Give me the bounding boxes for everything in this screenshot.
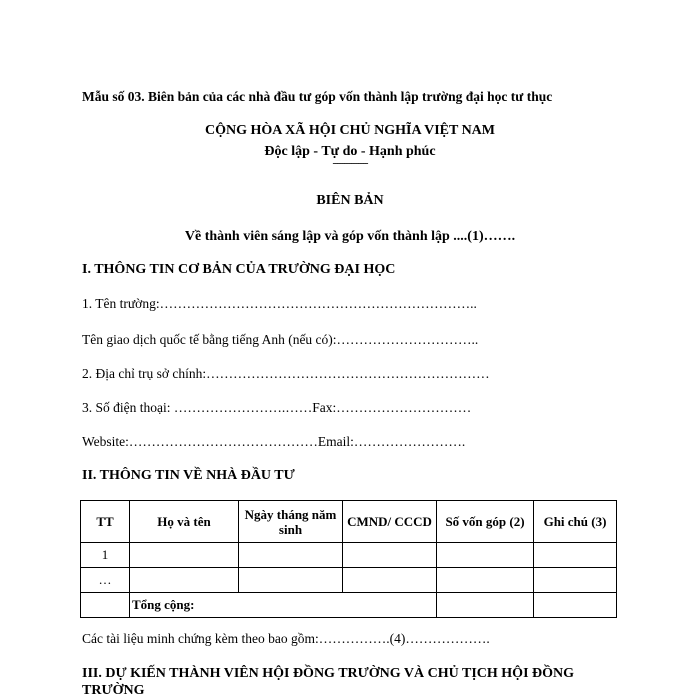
- national-header-motto: Độc lập - Tự do - Hạnh phúc: [264, 144, 436, 159]
- table-cell: [81, 593, 130, 618]
- section-3-heading-line-2: TRƯỜNG: [82, 683, 145, 698]
- phone-fax-field: 3. Số điện thoại: …………………….……Fax:…………………………: [82, 400, 472, 415]
- national-header-divider: ---------------: [332, 158, 368, 169]
- table-row: [81, 568, 617, 593]
- table-cell: [534, 543, 617, 568]
- table-row: [81, 543, 617, 568]
- table-cell: [437, 568, 534, 593]
- school-name-field: 1. Tên trường:……………………………………………………………..: [82, 296, 477, 311]
- section-1-heading: I. THÔNG TIN CƠ BẢN CỦA TRƯỜNG ĐẠI HỌC: [82, 262, 396, 277]
- website-email-field: Website:……………………………………Email:…………………….: [82, 434, 466, 449]
- document-title: BIÊN BẢN: [316, 193, 384, 208]
- table-cell: [437, 543, 534, 568]
- column-header-full-name: Họ và tên: [130, 501, 239, 543]
- table-cell: [534, 568, 617, 593]
- address-field: 2. Địa chỉ trụ sở chính:………………………………………………………: [82, 366, 490, 381]
- column-header-capital: Số vốn góp (2): [437, 501, 534, 543]
- table-cell: [534, 593, 617, 618]
- column-header-id-card: CMND/ CCCD: [343, 501, 437, 543]
- form-title: Mẫu số 03. Biên bản của các nhà đầu tư góp vốn thành lập trường đại học tư thục: [82, 89, 553, 104]
- supporting-documents-field: Các tài liệu minh chứng kèm theo bao gồm:…………….(4)……………….: [82, 631, 490, 646]
- section-3-heading-line-1: III. DỰ KIẾN THÀNH VIÊN HỘI ĐỒNG TRƯỜNG VÀ CHỦ TỊCH HỘI ĐỒNG: [82, 666, 575, 681]
- table-cell: [130, 568, 239, 593]
- national-header-country: CỘNG HÒA XÃ HỘI CHỦ NGHĨA VIỆT NAM: [204, 123, 495, 138]
- total-label: Tổng cộng:: [130, 593, 343, 618]
- table-cell: …: [81, 568, 130, 593]
- table-cell: 1: [81, 543, 130, 568]
- investor-table: [80, 500, 617, 618]
- table-cell: [437, 593, 534, 618]
- column-header-tt: TT: [81, 501, 130, 543]
- table-cell: [343, 593, 437, 618]
- column-header-note: Ghi chú (3): [534, 501, 617, 543]
- section-2-heading: II. THÔNG TIN VỀ NHÀ ĐẦU TƯ: [82, 468, 295, 483]
- column-header-birth-date: Ngày tháng năm sinh: [239, 501, 343, 543]
- table-header-row: [81, 501, 617, 543]
- table-cell: [130, 543, 239, 568]
- international-name-field: Tên giao dịch quốc tế bằng tiếng Anh (nếu có):…………………………..: [82, 332, 479, 347]
- table-cell: [239, 568, 343, 593]
- table-cell: [239, 543, 343, 568]
- document-subtitle: Về thành viên sáng lập và góp vốn thành lập ....(1)…….: [184, 229, 516, 244]
- table-cell: [343, 543, 437, 568]
- table-cell: [343, 568, 437, 593]
- table-total-row: [81, 593, 617, 618]
